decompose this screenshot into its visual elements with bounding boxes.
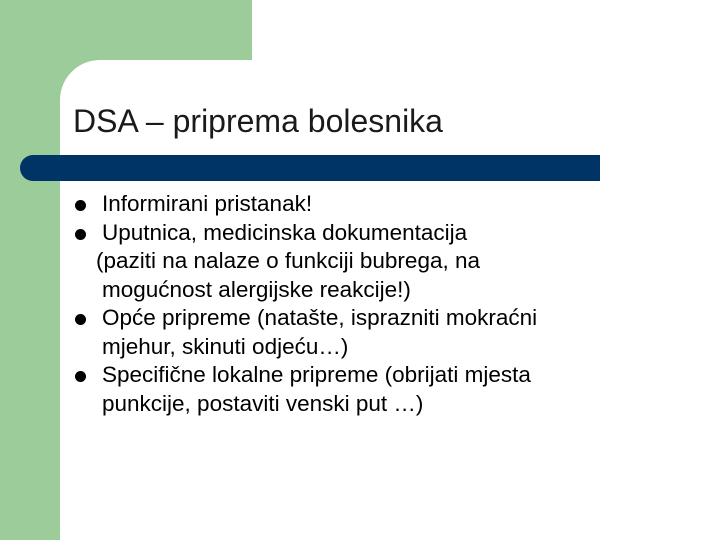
bullet-list [72,190,712,418]
list-item-text: mjehur, skinuti odjeću…) [102,333,349,359]
list-item-text: Opće pripreme (natašte, isprazniti mokraćni [102,305,538,330]
bullet-icon [75,229,86,240]
list-item [72,219,712,248]
bullet-icon [75,200,86,211]
list-item [72,361,712,418]
list-item-text: Specifične lokalne pripreme (obrijati mjesta [102,362,531,387]
bullet-icon [75,371,86,382]
list-item-continuation: (paziti na nalaze o funkciji bubrega, na [96,248,480,273]
bullet-icon [75,314,86,325]
list-item-text: punkcije, postaviti venski put …) [102,390,424,416]
decorative-green-strip [0,0,60,540]
list-item [72,190,712,219]
list-item [72,304,712,361]
title-underline-bar [20,155,600,181]
list-item-text: Uputnica, medicinska dokumentacija [102,219,468,245]
list-item-continuation: mogućnost alergijske reakcije!) [102,276,411,302]
list-item-text: Informirani pristanak! [102,191,313,216]
slide-title: DSA – priprema bolesnika [73,103,443,139]
